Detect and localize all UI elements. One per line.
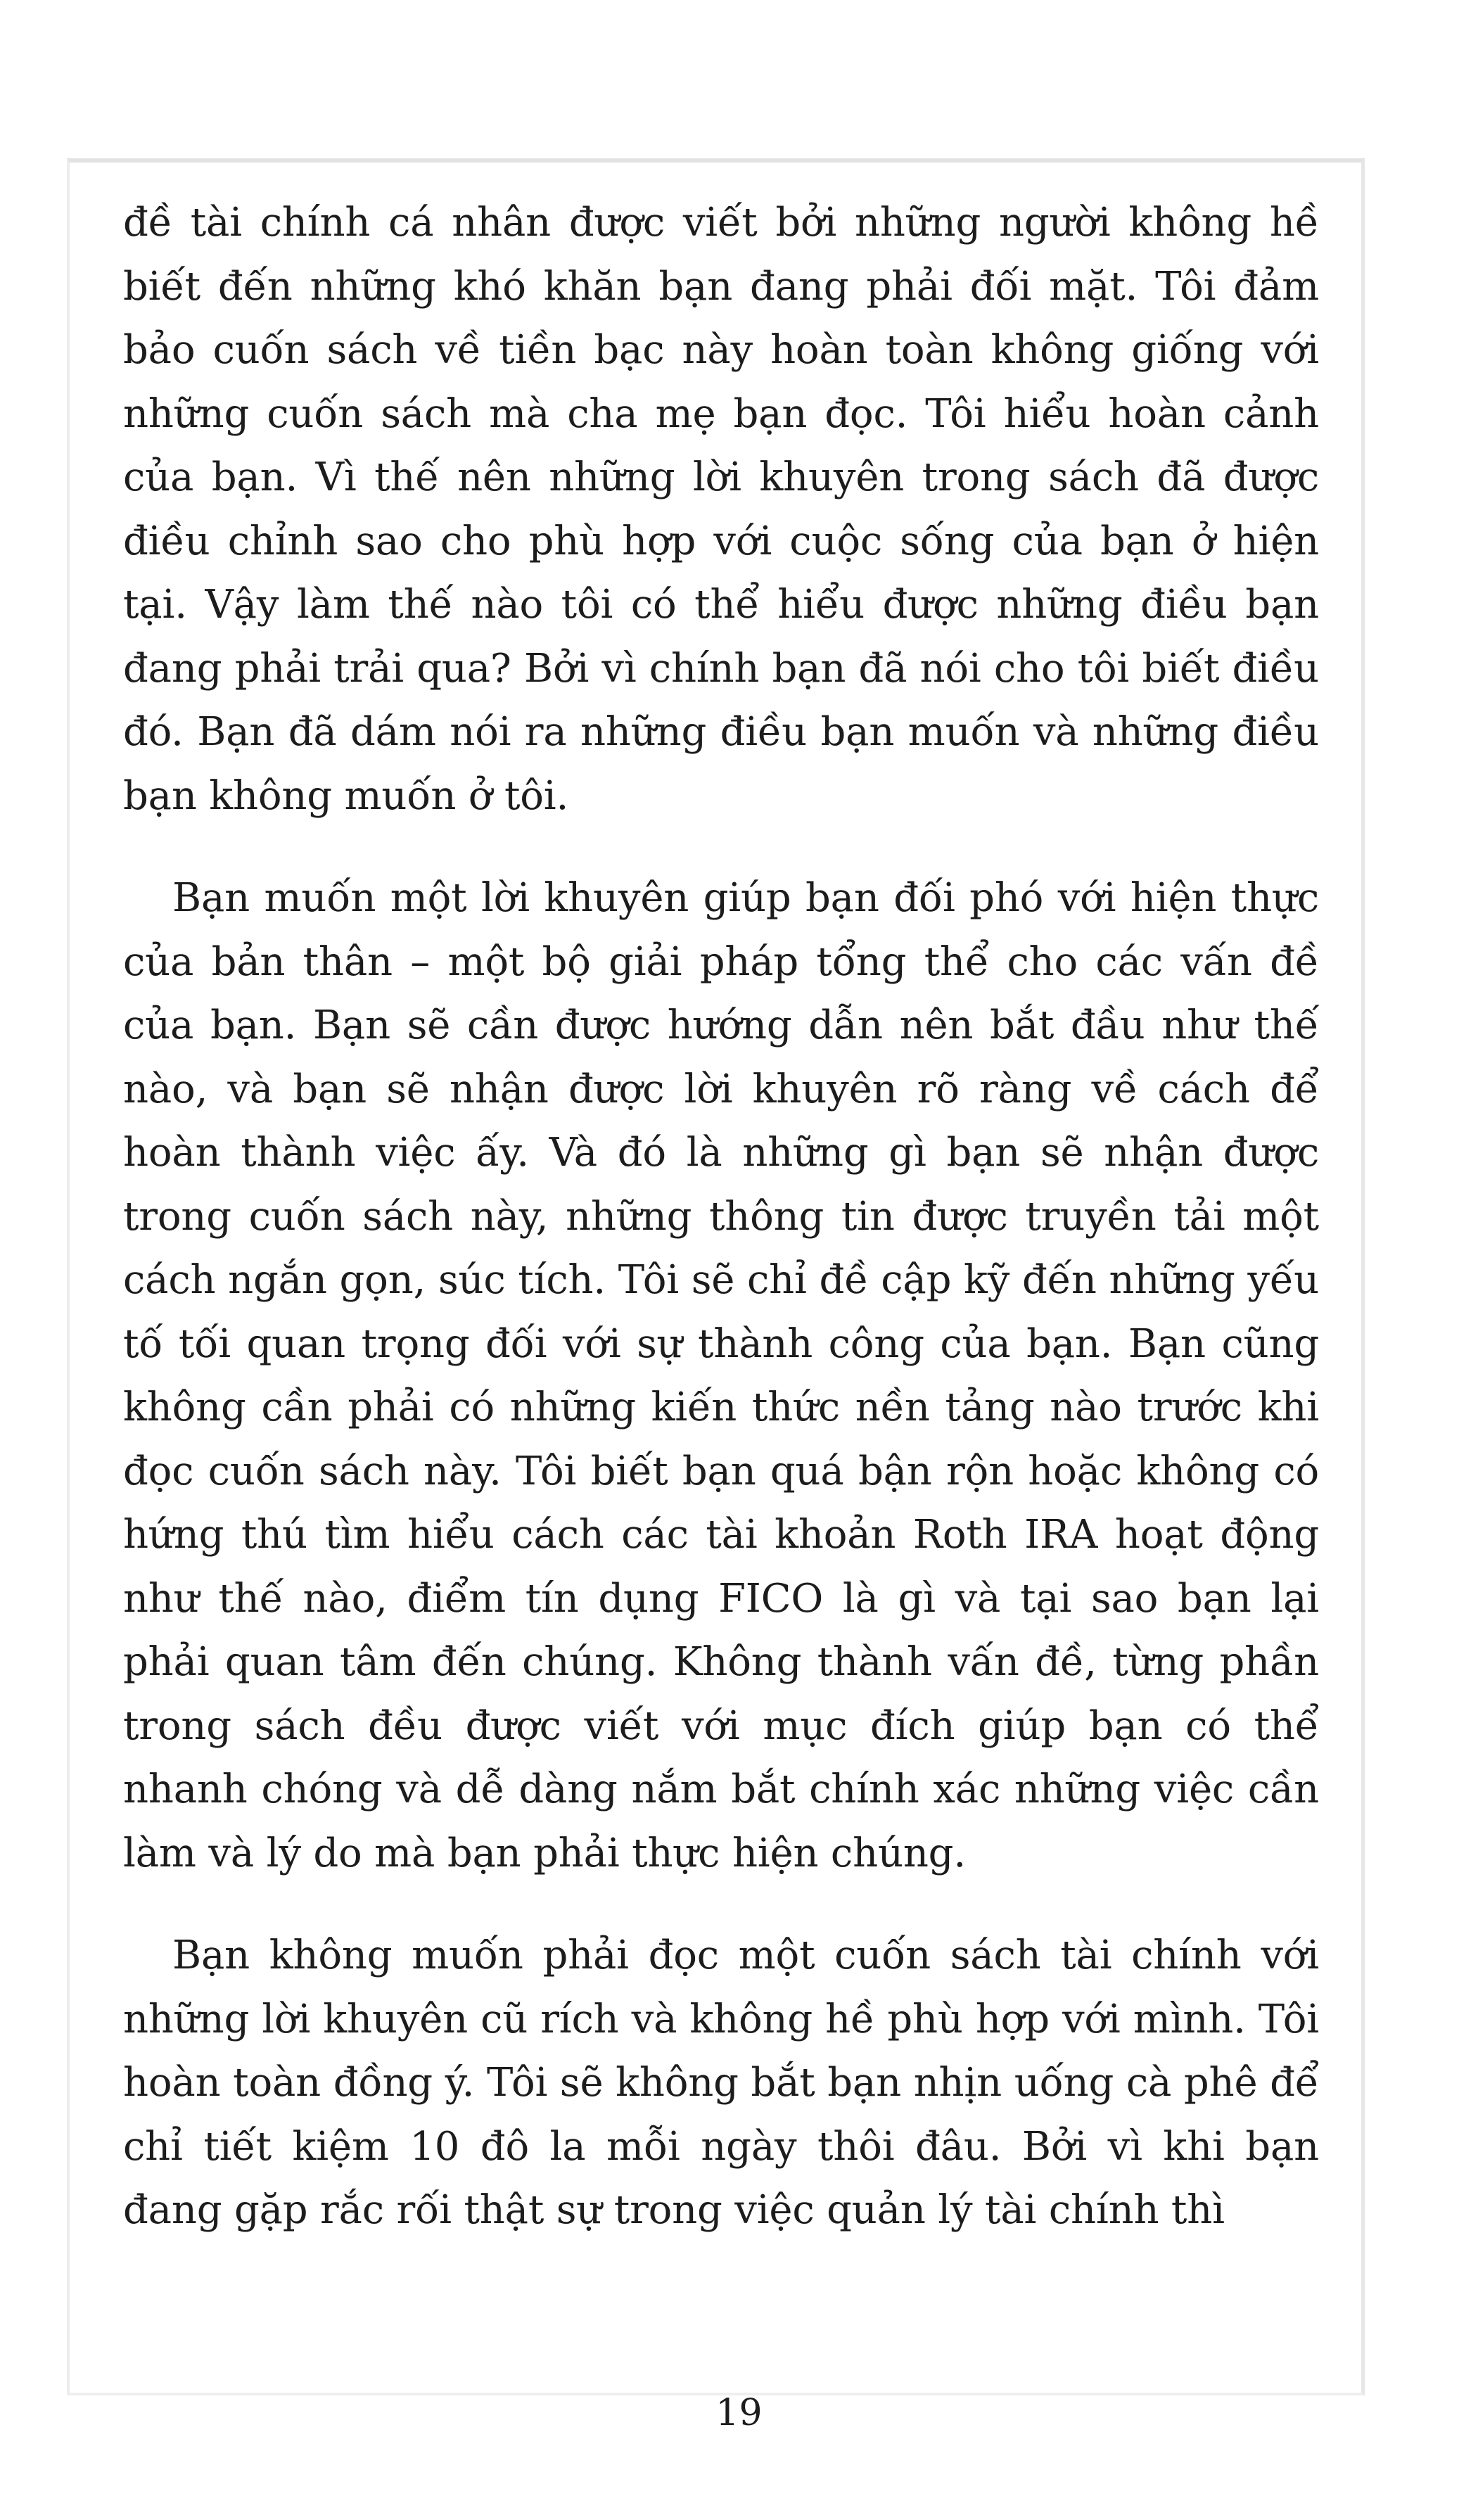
paragraph-1: đề tài chính cá nhân được viết bởi những người không hề biết đến những khó khăn bạn đang phải đối mặt. Tôi đảm bảo cuốn sách về tiền bạc này hoàn toàn không giống với những cuốn sách mà cha mẹ bạn đọc. Tôi hiểu hoàn cảnh của bạn. Vì thế nên những lời khuyên trong sách đã được điều chỉnh sao cho phù hợp với cuộc sống của bạn ở hiện tại. Vậy làm thế nào tôi có thể hiểu được những điều bạn đang phải trải qua? Bởi vì chính bạn đã nói cho tôi biết điều đó. Bạn đã dám nói ra những điều bạn muốn và những điều bạn không muốn ở tôi. xyxy=(123,200,1319,819)
paragraph-3: Bạn không muốn phải đọc một cuốn sách tài chính với những lời khuyên cũ rích và không hề phù hợp với mình. Tôi hoàn toàn đồng ý. Tôi sẽ không bắt bạn nhịn uống cà phê để chỉ tiết kiệm 10 đô la mỗi ngày thôi đâu. Bởi vì khi bạn đang gặp rắc rối thật sự trong việc quản lý tài chính thì xyxy=(123,1933,1319,2233)
paragraph-2: Bạn muốn một lời khuyên giúp bạn đối phó với hiện thực của bản thân – một bộ giải pháp tổng thể cho các vấn đề của bạn. Bạn sẽ cần được hướng dẫn nên bắt đầu như thế nào, và bạn sẽ nhận được lời khuyên rõ ràng về cách để hoàn thành việc ấy. Và đó là những gì bạn sẽ nhận được trong cuốn sách này, những thông tin được truyền tải một cách ngắn gọn, súc tích. Tôi sẽ chỉ đề cập kỹ đến những yếu tố tối quan trọng đối với sự thành công của bạn. Bạn cũng không cần phải có những kiến thức nền tảng nào trước khi đọc cuốn sách này. Tôi biết bạn quá bận rộn hoặc không có hứng thú tìm hiểu cách các tài khoản Roth IRA hoạt động như thế nào, điểm tín dụng FICO là gì và tại sao bạn lại phải quan tâm đến chúng. Không thành vấn đề, từng phần trong sách đều được viết với mục đích giúp bạn có thể nhanh chóng và dễ dàng nắm bắt chính xác những việc cần làm và lý do mà bạn phải thực hiện chúng. xyxy=(123,875,1319,1876)
body-text xyxy=(123,191,1319,2243)
page-number: 19 xyxy=(715,2392,763,2434)
